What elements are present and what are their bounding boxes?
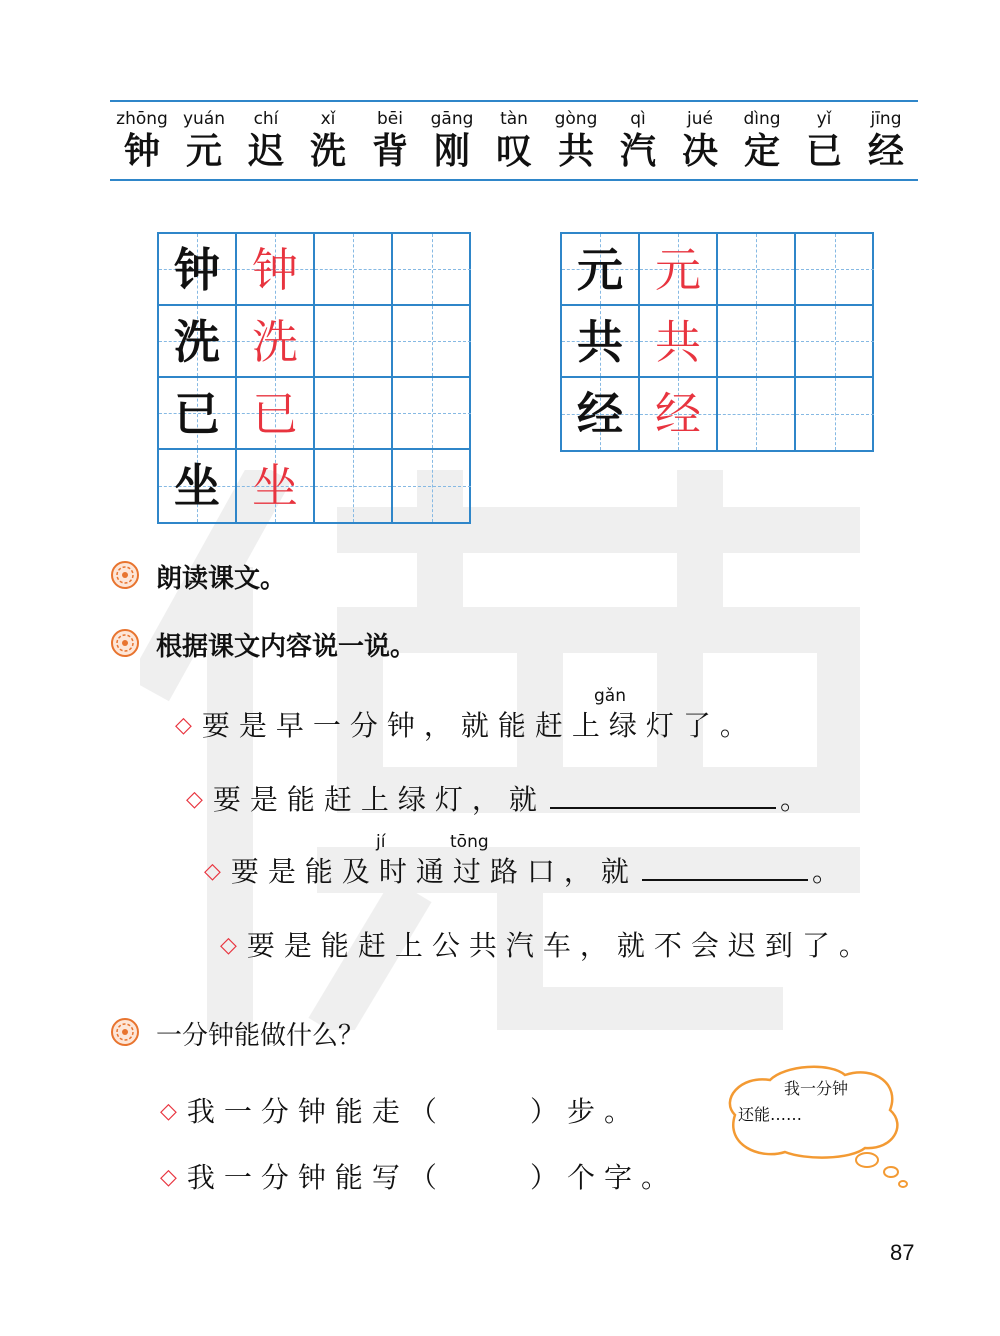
vocab-character: 洗	[309, 130, 346, 172]
vocab-pinyin: tàn	[500, 109, 528, 129]
vocab-pinyin: dìng	[743, 109, 781, 129]
vocab-item	[169, 108, 239, 172]
vocab-character: 经	[867, 130, 904, 172]
grid-cell	[159, 234, 237, 306]
vocab-character: 元	[185, 130, 222, 172]
grid-cell	[237, 378, 315, 450]
model-character: 经	[577, 387, 623, 441]
minute-item-write-a: 我一分钟能写（	[186, 1161, 446, 1194]
grid-cell[interactable]	[796, 306, 874, 378]
grid-cell[interactable]	[393, 234, 471, 306]
vocab-pinyin: jué	[687, 109, 713, 129]
writing-grid-right	[560, 232, 874, 452]
model-character: 钟	[174, 243, 220, 297]
grid-cell[interactable]	[315, 306, 393, 378]
grid-cell	[237, 306, 315, 378]
model-character: 共	[577, 315, 623, 369]
vocab-character: 迟	[247, 130, 284, 172]
vocab-pinyin: chí	[253, 109, 279, 129]
grid-cell	[640, 234, 718, 306]
trace-character: 已	[252, 387, 298, 441]
model-character: 已	[174, 387, 220, 441]
section-title-discuss: 根据课文内容说一说。	[156, 632, 417, 662]
vocab-character: 钟	[123, 130, 160, 172]
vocab-bottom-rule	[110, 179, 918, 181]
trace-character: 钟	[252, 243, 298, 297]
vocab-item	[479, 108, 549, 172]
sentence-1-text: 要是早一分钟，就能赶上绿灯了。	[201, 709, 757, 742]
grid-cell	[640, 378, 718, 450]
vocab-pinyin: yuán	[182, 109, 226, 129]
sentence-2-end: 。	[779, 783, 817, 816]
bubble-line-2: 还能……	[738, 1105, 803, 1124]
grid-cell[interactable]	[393, 378, 471, 450]
vocab-pinyin: gāng	[430, 109, 474, 129]
section-bullet-icon	[110, 560, 140, 590]
vocab-character: 已	[805, 130, 842, 172]
vocab-character: 共	[557, 130, 594, 172]
vocab-item	[355, 108, 425, 172]
sentence-1	[175, 704, 757, 744]
grid-cell	[237, 450, 315, 522]
vocab-pinyin: jīng	[870, 109, 902, 129]
diamond-icon: ◇	[175, 713, 192, 738]
grid-cell[interactable]	[718, 306, 796, 378]
answer-blank[interactable]	[642, 855, 808, 881]
minute-item-walk-b: ）步。	[529, 1095, 641, 1128]
model-character: 元	[577, 243, 623, 297]
grid-cell[interactable]	[718, 234, 796, 306]
vocab-character: 叹	[495, 130, 532, 172]
sentence-4-text: 要是能赶上公共汽车，就不会迟到了。	[246, 929, 876, 962]
grid-cell	[640, 306, 718, 378]
grid-cell[interactable]	[718, 378, 796, 450]
pinyin-ji: jí	[376, 832, 386, 852]
vocab-pinyin: bēi	[377, 109, 403, 129]
page-number: 87	[890, 1240, 915, 1265]
grid-cell	[159, 378, 237, 450]
diamond-icon: ◇	[160, 1165, 177, 1190]
section-bullet-icon	[110, 628, 140, 658]
vocab-item	[665, 108, 735, 172]
vocab-character: 决	[681, 130, 718, 172]
vocab-pinyin: yǐ	[816, 109, 832, 129]
grid-cell[interactable]	[393, 450, 471, 522]
trace-character: 经	[655, 387, 701, 441]
vocab-top-rule	[110, 100, 918, 102]
vocab-strip	[110, 108, 918, 174]
vocab-pinyin: xǐ	[320, 109, 336, 129]
grid-cell[interactable]	[315, 450, 393, 522]
diamond-icon: ◇	[160, 1099, 177, 1124]
grid-cell[interactable]	[315, 234, 393, 306]
sentence-4	[220, 924, 876, 964]
grid-cell	[562, 234, 640, 306]
bubble-line-1: 我一分钟	[784, 1079, 849, 1098]
sentence-3-end: 。	[811, 855, 849, 888]
vocab-item	[541, 108, 611, 172]
pinyin-tong: tōng	[450, 832, 489, 852]
grid-cell[interactable]	[393, 306, 471, 378]
vocab-pinyin: gòng	[554, 109, 598, 129]
minute-item-write-b: ）个字。	[529, 1161, 678, 1194]
vocab-item	[417, 108, 487, 172]
model-character: 坐	[174, 459, 220, 513]
diamond-icon: ◇	[204, 859, 221, 884]
trace-character: 元	[655, 243, 701, 297]
minute-item-write	[160, 1156, 678, 1196]
sentence-3	[204, 850, 849, 890]
vocab-item	[603, 108, 673, 172]
vocab-character: 汽	[619, 130, 656, 172]
vocab-pinyin: qì	[630, 109, 646, 129]
pinyin-gan: gǎn	[594, 686, 626, 706]
diamond-icon: ◇	[186, 787, 203, 812]
grid-cell[interactable]	[315, 378, 393, 450]
sentence-3-text: 要是能及时通过路口，就	[230, 855, 638, 888]
minute-item-walk	[160, 1090, 641, 1130]
section-title-read: 朗读课文。	[156, 564, 287, 594]
vocab-item	[231, 108, 301, 172]
trace-character: 洗	[252, 315, 298, 369]
grid-cell	[159, 306, 237, 378]
grid-cell	[562, 306, 640, 378]
sentence-2	[186, 778, 817, 818]
sentence-2-text: 要是能赶上绿灯，就	[212, 783, 546, 816]
vocab-character: 定	[743, 130, 780, 172]
grid-cell[interactable]	[796, 234, 874, 306]
grid-cell	[237, 234, 315, 306]
section-bullet-icon	[110, 1017, 140, 1047]
vocab-item	[107, 108, 177, 172]
grid-cell	[562, 378, 640, 450]
vocab-item	[851, 108, 921, 172]
vocab-character: 背	[371, 130, 408, 172]
vocab-item	[789, 108, 859, 172]
vocab-character: 刚	[433, 130, 470, 172]
minute-item-walk-a: 我一分钟能走（	[186, 1095, 446, 1128]
trace-character: 共	[655, 315, 701, 369]
grid-cell	[159, 450, 237, 522]
writing-grid-left	[157, 232, 471, 524]
vocab-item	[293, 108, 363, 172]
answer-blank[interactable]	[550, 783, 776, 809]
diamond-icon: ◇	[220, 933, 237, 958]
model-character: 洗	[174, 315, 220, 369]
section-title-minute: 一分钟能做什么？	[156, 1021, 365, 1051]
trace-character: 坐	[252, 459, 298, 513]
grid-cell[interactable]	[796, 378, 874, 450]
vocab-pinyin: zhōng	[116, 109, 168, 129]
vocab-item	[727, 108, 797, 172]
